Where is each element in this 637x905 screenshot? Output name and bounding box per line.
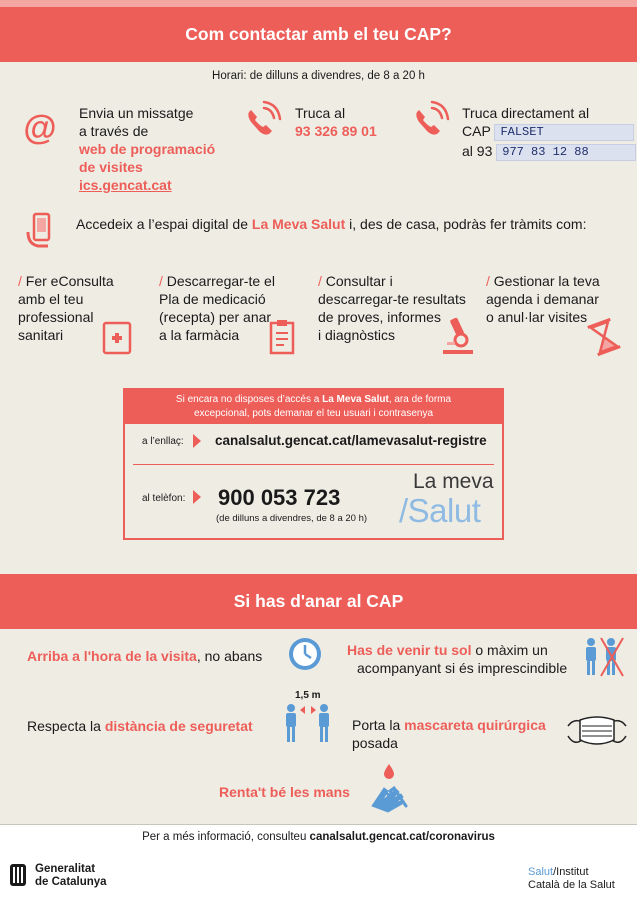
box-head-brand: La Meva Salut bbox=[322, 394, 389, 405]
service-line: Fer eConsulta bbox=[25, 273, 114, 289]
cap-phone-number[interactable]: 93 326 89 01 bbox=[295, 123, 377, 139]
info-prefix: Per a més informació, consulteu bbox=[142, 831, 310, 843]
gen-line1: Generalitat bbox=[35, 863, 96, 875]
box-head-suffix: , ara de forma bbox=[388, 394, 452, 405]
mask-line2: posada bbox=[352, 735, 398, 751]
web-contact-line2: a través de bbox=[79, 123, 149, 139]
service-line: agenda i demanar bbox=[486, 291, 599, 307]
direct-cap-row bbox=[462, 122, 637, 141]
medical-kit-icon bbox=[100, 319, 134, 357]
alone-line2: acompanyant si és imprescindible bbox=[357, 660, 568, 676]
phone-icon bbox=[240, 100, 284, 140]
section-title-banner bbox=[0, 7, 637, 62]
at-icon bbox=[22, 110, 58, 146]
box-head-line2: excepcional, pots demanar el teu usuari i contrasenya bbox=[193, 408, 434, 419]
service-test-results: / Consultar i descarregar-te resultats de proves, informes i diagnòstics bbox=[318, 272, 493, 344]
service-medication-plan: / Descarregar-te el Pla de medicació (recepta) per anar a la farmàcia bbox=[159, 272, 309, 344]
surgical-mask-icon bbox=[566, 712, 628, 750]
mobile-phone-icon bbox=[26, 212, 56, 250]
service-line: Pla de medicació bbox=[159, 291, 266, 307]
registration-phone[interactable]: 900 053 723 bbox=[218, 485, 341, 510]
direct-cap-label: CAP bbox=[462, 123, 491, 139]
chevron-right-icon bbox=[193, 490, 201, 504]
arrive-on-time-text bbox=[27, 648, 262, 664]
hourglass-icon bbox=[583, 316, 625, 358]
service-line: o anul·lar visites bbox=[486, 309, 588, 325]
direct-contact-line1: Truca directament al bbox=[462, 105, 590, 121]
ics-logo bbox=[528, 866, 615, 892]
hand-washing-icon bbox=[366, 762, 412, 814]
distance-prefix: Respecta la bbox=[27, 718, 105, 734]
service-line: sanitari bbox=[18, 327, 64, 343]
alone-red: Has de venir tu sol bbox=[347, 642, 472, 658]
wash-hands-text: Renta't bé les mans bbox=[219, 784, 350, 800]
distance-text bbox=[27, 718, 253, 734]
cap-name-field[interactable]: FALSET bbox=[494, 124, 634, 141]
service-line: (recepta) per anar bbox=[159, 309, 272, 325]
salut-rest: /Institut bbox=[553, 866, 589, 878]
registration-box bbox=[123, 388, 504, 540]
service-line: professional bbox=[18, 309, 94, 325]
social-distance-icon bbox=[282, 702, 334, 746]
service-line: de proves, informes bbox=[318, 309, 441, 325]
web-appointment-link-line2[interactable]: de visites bbox=[79, 159, 143, 175]
registration-box-header bbox=[125, 390, 502, 424]
clipboard-icon bbox=[267, 318, 299, 356]
mask-text bbox=[352, 716, 546, 752]
phone-contact-label: Truca al bbox=[295, 105, 346, 121]
cap-phone-field[interactable]: 977 83 12 88 bbox=[496, 144, 636, 161]
distance-red: distància de seguretat bbox=[104, 718, 253, 734]
web-appointment-link-line1[interactable]: web de programació bbox=[79, 141, 216, 157]
link-label: a l’enllaç: bbox=[142, 436, 184, 447]
footer-divider bbox=[0, 824, 637, 825]
direct-contact bbox=[462, 104, 637, 161]
service-line: Consultar i bbox=[325, 273, 393, 289]
phone-contact bbox=[295, 104, 415, 140]
mask-red: mascareta quirúrgica bbox=[404, 717, 546, 733]
web-contact bbox=[79, 104, 249, 194]
service-line: a la farmàcia bbox=[159, 327, 240, 343]
service-line: descarregar-te resultats bbox=[318, 291, 466, 307]
digital-prefix: Accedeix a l’espai digital de bbox=[76, 216, 252, 232]
banner-edge bbox=[0, 0, 637, 7]
section2-title-banner bbox=[0, 574, 637, 629]
mask-prefix: Porta la bbox=[352, 717, 405, 733]
direct-phone-row bbox=[462, 142, 637, 161]
chevron-right-icon bbox=[193, 434, 201, 448]
box-head-prefix: Si encara no disposes d’accés a bbox=[175, 394, 323, 405]
distance-value: 1,5 m bbox=[295, 690, 321, 701]
ics-gencat-link[interactable]: ics.gencat.cat bbox=[79, 177, 172, 193]
service-line: amb el teu bbox=[18, 291, 84, 307]
alone-rest: o màxim un bbox=[471, 642, 548, 658]
come-alone-text bbox=[347, 641, 567, 677]
la-meva-salut-logo-line2: /Salut bbox=[399, 492, 481, 529]
coronavirus-info-link[interactable]: canalsalut.gencat.cat/coronavirus bbox=[309, 831, 495, 843]
people-no-companion-icon bbox=[581, 636, 625, 678]
phone-label: al telèfon: bbox=[142, 493, 186, 504]
section-title: Com contactar amb el teu CAP? bbox=[185, 24, 452, 44]
service-line: Descarregar-te el bbox=[166, 273, 275, 289]
arrive-red: Arriba a l'hora de la visita bbox=[27, 648, 197, 664]
svg-text:@: @ bbox=[23, 110, 57, 146]
more-info-text bbox=[0, 831, 637, 843]
phone-icon-direct bbox=[408, 100, 452, 140]
registration-link[interactable]: canalsalut.gencat.cat/lamevasalut-registre bbox=[215, 433, 487, 448]
arrive-rest: , no abans bbox=[196, 648, 263, 664]
salut-line2: Català de la Salut bbox=[528, 879, 615, 891]
direct-phone-label: al 93 bbox=[462, 142, 493, 159]
registration-phone-hours: (de dilluns a divendres, de 8 a 20 h) bbox=[216, 513, 368, 524]
generalitat-logo-text bbox=[35, 863, 107, 889]
clock-icon bbox=[287, 636, 323, 672]
service-line: Gestionar la teva bbox=[493, 273, 600, 289]
gen-line2: de Catalunya bbox=[35, 876, 107, 888]
salut-brand: Salut bbox=[528, 866, 554, 878]
section2-title: Si has d'anar al CAP bbox=[233, 591, 404, 611]
web-contact-line1: Envia un missatge bbox=[79, 105, 194, 121]
box-divider bbox=[133, 464, 494, 465]
digital-access-text bbox=[76, 216, 586, 232]
service-econsulta: / Fer eConsulta amb el teu professional sanitari bbox=[18, 272, 158, 344]
service-line: i diagnòstics bbox=[318, 327, 396, 343]
microscope-icon bbox=[437, 314, 479, 358]
opening-hours: Horari: de dilluns a divendres, de 8 a 20 h bbox=[212, 70, 425, 82]
la-meva-salut-link[interactable]: La Meva Salut bbox=[251, 216, 346, 232]
generalitat-logo-icon bbox=[8, 862, 28, 888]
service-agenda: / Gestionar la teva agenda i demanar o anul·lar visites bbox=[486, 272, 636, 326]
digital-suffix: i, des de casa, podràs fer tràmits com: bbox=[345, 216, 587, 232]
la-meva-salut-logo-line1: La meva bbox=[413, 470, 494, 493]
